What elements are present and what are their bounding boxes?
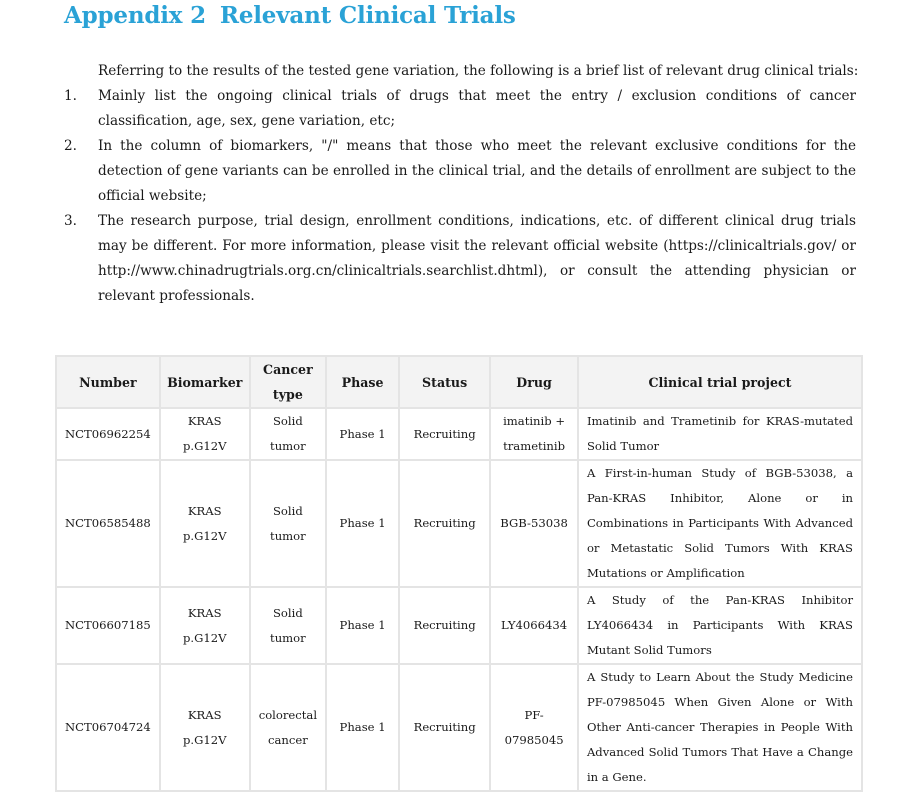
cell-number: NCT06607185: [56, 587, 160, 664]
table-header-row: [56, 356, 862, 408]
cell-phase: Phase 1: [326, 460, 399, 587]
note-item: [64, 209, 856, 309]
cell-biomarker: KRAS p.G12V: [160, 408, 250, 460]
appendix-number: Appendix 2: [64, 2, 206, 29]
cell-status: Recruiting: [399, 664, 490, 791]
note-text: Mainly list the ongoing clinical trials of drugs that meet the entry / exclusion conditions of cancer classification, age, sex, gene variation, etc;: [98, 88, 856, 129]
cell-drug: imatinib + trametinib: [490, 408, 578, 460]
table-row: [56, 460, 862, 587]
cell-project: Imatinib and Trametinib for KRAS-mutated Solid Tumor: [578, 408, 862, 460]
cell-drug: PF-07985045: [490, 664, 578, 791]
cell-project: A Study to Learn About the Study Medicine PF-07985045 When Given Alone or With Other Anti-cancer Therapies in People With Advanced Solid Tumors That Have a Change in a Gene.: [578, 664, 862, 791]
table-row: [56, 587, 862, 664]
header-cancer-type: Cancer type: [250, 356, 326, 408]
table-row: [56, 408, 862, 460]
intro-paragraph: Referring to the results of the tested gene variation, the following is a brief list of relevant drug clinical trials:: [98, 63, 859, 79]
appendix-heading: [64, 2, 516, 29]
header-status: Status: [399, 356, 490, 408]
cell-status: Recruiting: [399, 460, 490, 587]
header-project: Clinical trial project: [578, 356, 862, 408]
cell-biomarker: KRAS p.G12V: [160, 587, 250, 664]
cell-cancer-type: Solid tumor: [250, 460, 326, 587]
cell-cancer-type: Solid tumor: [250, 408, 326, 460]
cell-phase: Phase 1: [326, 408, 399, 460]
cell-biomarker: KRAS p.G12V: [160, 460, 250, 587]
clinical-trials-table: [55, 355, 863, 792]
cell-status: Recruiting: [399, 408, 490, 460]
cell-drug: LY4066434: [490, 587, 578, 664]
header-phase: Phase: [326, 356, 399, 408]
notes-list: [64, 84, 856, 309]
cell-phase: Phase 1: [326, 587, 399, 664]
note-text: In the column of biomarkers, "/" means that those who meet the relevant exclusive conditions for the detection of gene variants can be enrolled in the clinical trial, and the details of enrollment are subject to the official website;: [98, 138, 856, 204]
cell-cancer-type: colorectal cancer: [250, 664, 326, 791]
cell-status: Recruiting: [399, 587, 490, 664]
header-number: Number: [56, 356, 160, 408]
cell-phase: Phase 1: [326, 664, 399, 791]
note-number: 3.: [64, 213, 77, 229]
cell-project: A First-in-human Study of BGB-53038, a Pan-KRAS Inhibitor, Alone or in Combinations in Participants With Advanced or Metastatic Solid Tumors With KRAS Mutations or Amplification: [578, 460, 862, 587]
cell-number: NCT06585488: [56, 460, 160, 587]
table-row: [56, 664, 862, 791]
note-item: [64, 84, 856, 134]
cell-biomarker: KRAS p.G12V: [160, 664, 250, 791]
header-biomarker: Biomarker: [160, 356, 250, 408]
cell-project: A Study of the Pan-KRAS Inhibitor LY4066434 in Participants With KRAS Mutant Solid Tumors: [578, 587, 862, 664]
header-drug: Drug: [490, 356, 578, 408]
cell-cancer-type: Solid tumor: [250, 587, 326, 664]
note-item: [64, 134, 856, 209]
note-number: 1.: [64, 88, 77, 104]
cell-number: NCT06962254: [56, 408, 160, 460]
appendix-title: Relevant Clinical Trials: [219, 2, 516, 29]
cell-number: NCT06704724: [56, 664, 160, 791]
note-text: The research purpose, trial design, enrollment conditions, indications, etc. of different clinical drug trials may be different. For more information, please visit the relevant official website (https://clinicaltrials.gov/ or http://www.chinadrugtrials.org.cn/clinicaltrials.searchlist.dhtml), or consult the attending physician or relevant professionals.: [98, 213, 856, 304]
note-number: 2.: [64, 138, 77, 154]
cell-drug: BGB-53038: [490, 460, 578, 587]
